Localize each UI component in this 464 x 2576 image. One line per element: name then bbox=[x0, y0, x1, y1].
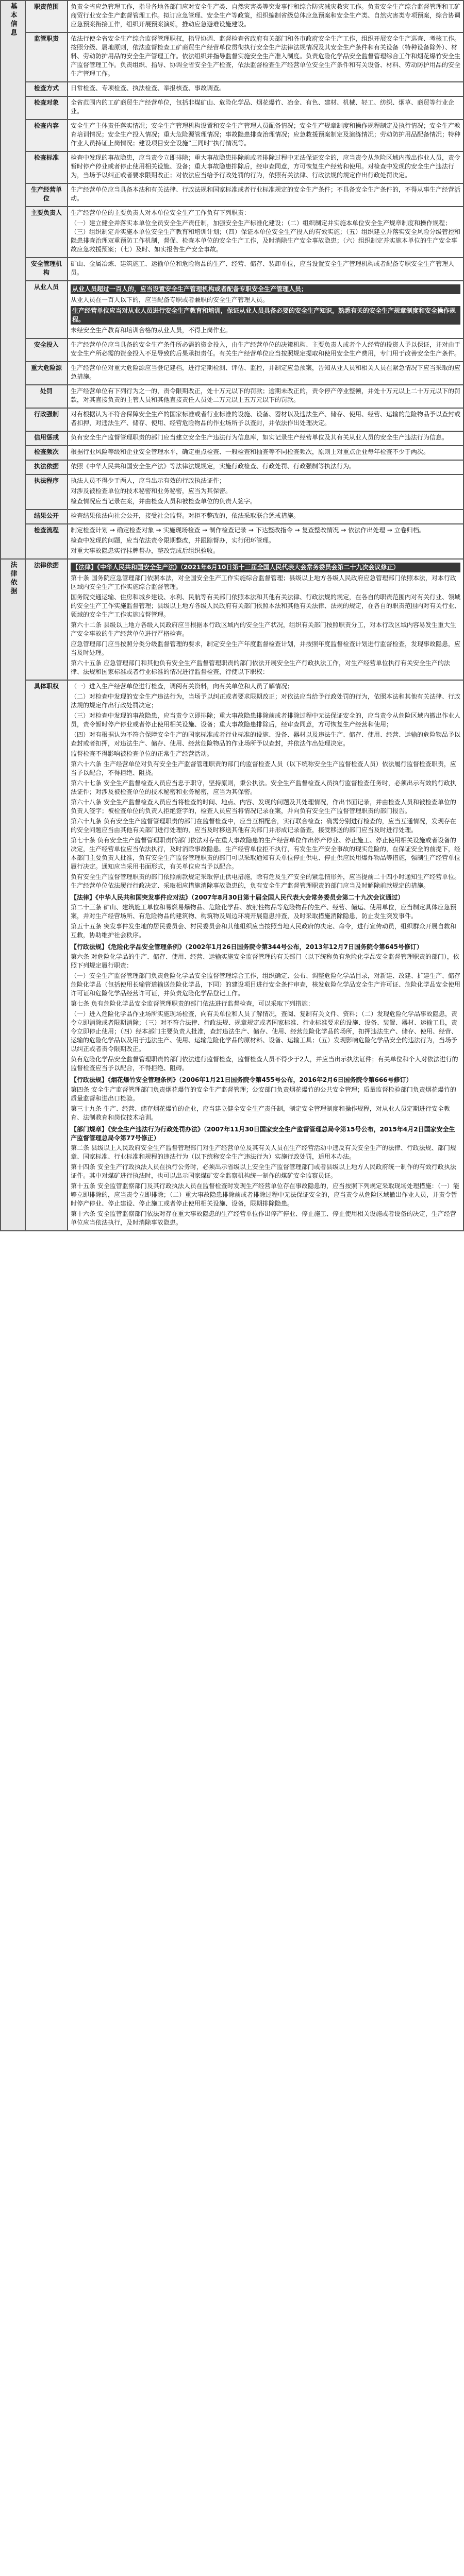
row-content bbox=[68, 207, 463, 258]
row-content bbox=[68, 460, 463, 474]
row-label: 主要负责人 bbox=[25, 207, 68, 258]
paragraph: 第六十五条 应急管理部门和其他负有安全生产监督管理职责的部门依法开展安全生产行政执法工作，对生产经营单位执行有关安全生产的法律、法规和国家标准或者行业标准的情况进行监督检查，行使以下职权： bbox=[71, 659, 450, 675]
paragraph: （二）对检查中发现的安全生产违法行为，当场予以纠正或者要求限期改正；对依法应当给予行政处罚的行为，依照本法和其他有关法律、行政法规的规定作出行政处罚决定； bbox=[71, 693, 461, 709]
regulation-table bbox=[0, 0, 464, 1231]
paragraph: （一）进入生产经营单位进行检查，调阅有关资料，向有关单位和人员了解情况； bbox=[71, 683, 294, 690]
row-content bbox=[68, 151, 463, 183]
paragraph: 第三十九条 生产、经营、储存烟花爆竹的企业，应当建立健全安全生产责任制，制定安全管理制度和操作规程，对从业人员定期进行安全教育、法制教育和岗位技术培训。 bbox=[71, 1105, 450, 1121]
table-row bbox=[1, 460, 463, 474]
row-label: 执法依据 bbox=[25, 460, 68, 474]
paragraph: 国务院交通运输、住房和城乡建设、水利、民航等有关部门依照本法和其他有关法律、行政法规的规定，在各自的职责范围内对有关行业、领域的安全生产工作实施监督管理；县级以上地方各级人民政府有关部门依照本法和其他有关法律、法规的规定，在各自的职责范围内对有关行业、领域的安全生产工作实施监督管理。 bbox=[71, 594, 461, 618]
table-row bbox=[1, 1, 463, 32]
table-row bbox=[1, 183, 463, 207]
row-content bbox=[68, 559, 463, 680]
row-content bbox=[68, 408, 463, 431]
row-label: 检查对象 bbox=[25, 96, 68, 120]
table-row bbox=[1, 258, 463, 281]
row-label: 具体职权 bbox=[25, 680, 68, 1231]
row-content bbox=[68, 510, 463, 524]
table-row bbox=[1, 96, 463, 120]
paragraph: 负有安全生产监督管理职责的部门依照前款规定采取停止供电措施，除有危及生产安全的紧急情形外，应当提前二十四小时通知生产经营单位。生产经营单位依法履行行政决定、采取相应措施消除事故隐患的，负有安全生产监督管理职责的部门应当及时解除前款规定的措施。 bbox=[71, 873, 461, 889]
row-label: 重大危险源 bbox=[25, 362, 68, 385]
row-label: 行政强制 bbox=[25, 408, 68, 431]
row-label: 安全投入 bbox=[25, 338, 68, 362]
table-row bbox=[1, 680, 463, 1231]
row-label: 职责范围 bbox=[25, 1, 68, 32]
paragraph: 生产经营单位应当具备的安全生产条件所必需的资金投入，由生产经营单位的决策机构、主要负责人或者个人经营的投资人予以保证，并对由于安全生产所必需的资金投入不足导致的后果承担责任。有关生产经营单位应当按照规定提取和使用安全生产费用，专门用于改善安全生产条件。 bbox=[71, 341, 461, 357]
paragraph: （一）建立健全并落实本单位全员安全生产责任制，加强安全生产标准化建设；（二）组织制定并实施本单位安全生产规章制度和操作规程；（三）组织制定并实施本单位安全生产教育和培训计划；（四）保证本单位安全生产投入的有效实施；（五）组织建立并落实安全风险分级管控和隐患排查治理双重预防工作机制，督促、检查本单位的安全生产工作，及时消除生产安全事故隐患；（六）组织制定并实施本单位的生产安全事故应急救援预案；（七）及时、如实报告生产安全事故。 bbox=[71, 219, 461, 253]
paragraph: 日常检查、专项检查、执法检查、举报核查、事故调查。 bbox=[71, 84, 226, 92]
paragraph: 对涉及被检查单位的技术秘密和业务秘密，应当为其保密。 bbox=[71, 487, 232, 495]
law-title: 【行政法规】《烟花爆竹安全管理条例》（2006年1月21日国务院令第455号公布，2016年2月6日国务院令第666号修订） bbox=[71, 1076, 412, 1083]
paragraph: （一）安全生产监督管理部门负责危险化学品安全监督管理综合工作，组织确定、公布、调整危险化学品目录，对新建、改建、扩建生产、储存危险化学品（包括使用长输管道输送危险化学品，下同）的建设项目进行安全条件审查，核发危险化学品安全生产许可证、危险化学品安全使用许可证和危险化学品经营许可证，并负责危险化学品登记工作。 bbox=[71, 972, 461, 997]
row-content bbox=[68, 385, 463, 408]
section-law-basis: 法律依据 bbox=[1, 559, 25, 1231]
paragraph: 第五十五条 突发事件发生地的居民委员会、村民委员会和其他组织应当按照当地人民政府的决定、命令，进行宣传动员，组织群众开展自救和互救，协助维护社会秩序。 bbox=[71, 923, 456, 939]
paragraph: 全省范围内的工矿商贸生产经营单位，包括非煤矿山、危险化学品、烟花爆竹、冶金、有色、建材、机械、轻工、纺织、烟草、商贸等行业企业。 bbox=[71, 99, 455, 115]
row-content bbox=[68, 362, 463, 385]
highlighted-clause: 生产经营单位应当对从业人员进行安全生产教育和培训，保证从业人员具备必要的安全生产知识，熟悉有关的安全生产规章制度和安全操作规程。 bbox=[71, 306, 460, 325]
paragraph: 第七十条 负有安全生产监督管理职责的部门依法对存在重大事故隐患的生产经营单位作出停产停业、停止施工、停止使用相关设施或者设备的决定，生产经营单位应当依法执行，及时消除事故隐患。生产经营单位拒不执行，有发生生产安全事故的现实危险的，在保证安全的前提下，经本部门主要负责人批准，负有安全生产监督管理职责的部门可以采取通知有关单位停止供电、停止供应民用爆炸物品等措施，强制生产经营单位履行决定。通知应当采用书面形式，有关单位应当予以配合。 bbox=[71, 837, 461, 870]
law-title: 【行政法规】《危险化学品安全管理条例》（2002年1月26日国务院令第344号公布，2013年12月7日国务院令第645号修订） bbox=[71, 943, 423, 951]
paragraph: 生产经营单位有下列行为之一的，责令限期改正，处十万元以下的罚款；逾期未改正的，责令停产停业整顿，并处十万元以上二十万元以下的罚款，对其直接负责的主管人员和其他直接责任人员处二万元以上五万元以下的罚款。 bbox=[71, 387, 461, 403]
paragraph: 生产经营单位应当具备本法和有关法律、行政法规和国家标准或者行业标准规定的安全生产条件；不具备安全生产条件的，不得从事生产经营活动。 bbox=[71, 186, 461, 202]
paragraph: 第十五条 安全监管监察部门及其行政执法人员在监督检查时发现生产经营单位存在事故隐患的，应当按照下列规定采取现场处理措施：（一）能够立即排除的，应当责令立即排除；（二）重大事故隐患排除前或者排除过程中无法保证安全的，应当责令从危险区域撤出作业人员，并责令暂时停产停业、停止建设、停止施工或者停止使用相关设施、设备，限期排除隐患。 bbox=[71, 1182, 459, 1207]
row-label: 检查频次 bbox=[25, 446, 68, 460]
paragraph: 矿山、金属冶炼、建筑施工、运输单位和危险物品的生产、经营、储存、装卸单位，应当设置安全生产管理机构或者配备专职安全生产管理人员。 bbox=[71, 260, 455, 276]
paragraph: 检查中发现的问题，应当依法责令限期整改，并跟踪督办，实行闭环管理。 bbox=[71, 537, 275, 544]
paragraph: 监督检查不得影响被检查单位的正常生产经营活动。 bbox=[71, 750, 213, 757]
paragraph: 应急管理部门应当按照分类分级监督管理的要求，制定安全生产年度监督检查计划，并按照年度监督检查计划进行监督检查，发现事故隐患，应当及时处理。 bbox=[71, 640, 461, 656]
paragraph: 第六十二条 县级以上地方各级人民政府应当根据本行政区域内的安全生产状况，组织有关部门按照职责分工，对本行政区域内容易发生重大生产安全事故的生产经营单位进行严格检查。 bbox=[71, 621, 456, 637]
paragraph: 根据行业风险等级和企业安全管理水平，确定重点检查、一般检查和抽查等不同检查频次，原则上对重点企业每年检查不少于两次。 bbox=[71, 448, 430, 455]
row-content bbox=[68, 32, 463, 82]
table-row bbox=[1, 446, 463, 460]
paragraph: 检查情况应当记录在案，并由检查人员和被检查单位的负责人签字。 bbox=[71, 498, 257, 505]
paragraph: 第六十七条 安全生产监督检查人员应当忠于职守，坚持原则，秉公执法。安全生产监督检查人员执行监督检查任务时，必须出示有效的行政执法证件；对涉及被检查单位的技术秘密和业务秘密，应当为其保密。 bbox=[71, 779, 456, 795]
row-content bbox=[68, 82, 463, 96]
paragraph: 安全生产主体责任落实情况；安全生产管理机构设置和安全生产管理人员配备情况；安全生产规章制度和操作规程制定及执行情况；安全生产教育培训情况；安全生产投入情况；重大危险源管理情况；事故隐患排查治理情况；应急救援预案制定及演练情况；劳动防护用品配备情况；特种作业人员持证上岗情况；建设项目安全设施“三同时”执行情况等。 bbox=[71, 122, 461, 147]
paragraph: 负有安全生产监督管理职责的部门应当建立安全生产违法行为信息库，如实记录生产经营单位及其有关从业人员的安全生产违法行为信息。 bbox=[71, 434, 449, 441]
table-row bbox=[1, 281, 463, 338]
table-row bbox=[1, 524, 463, 559]
paragraph: （四）对有根据认为不符合保障安全生产的国家标准或者行业标准的设施、设备、器材以及违法生产、储存、使用、经营、运输的危险物品予以查封或者扣押，对违法生产、储存、使用、经营危险物品的作业场所予以查封，并依法作出处理决定。 bbox=[71, 731, 461, 747]
law-title: 【法律】《中华人民共和国安全生产法》（2021年6月10日第十三届全国人民代表大会常务委员会第二十九次会议修正） bbox=[71, 563, 460, 572]
law-title: 【部门规章】《安全生产违法行为行政处罚办法》（2007年11月30日国家安全生产监督管理总局令第15号公布，2015年4月2日国家安全生产监督管理总局令第77号修正） bbox=[71, 1126, 455, 1142]
table-row bbox=[1, 559, 463, 680]
paragraph: 第六十六条 生产经营单位对负有安全生产监督管理职责的部门的监督检查人员（以下统称安全生产监督检查人员）依法履行监督检查职责，应当予以配合，不得拒绝、阻挠。 bbox=[71, 760, 456, 776]
paragraph: 检查结果依法向社会公开，接受社会监督。对拒不整改的，依法采取联合惩戒措施。 bbox=[71, 512, 300, 519]
row-label: 处罚 bbox=[25, 385, 68, 408]
paragraph: 第六十九条 负有安全生产监督管理职责的部门在监督检查中，应当互相配合，实行联合检查；确需分别进行检查的，应当互通情况，发现存在的安全问题应当由其他有关部门进行处理的，应当及时移送其他有关部门并形成记录备查，接受移送的部门应当及时进行处理。 bbox=[71, 818, 456, 834]
paragraph: 第十四条 安全生产行政执法人员在执行公务时，必须出示省级以上安全生产监督管理部门或者县级以上地方人民政府统一制作的有效行政执法证件。其中对煤矿进行执法时，也可以出示国家煤矿安全监察机构统一制作的煤矿安全监察员证。 bbox=[71, 1163, 456, 1179]
row-content bbox=[68, 338, 463, 362]
row-label: 检查方式 bbox=[25, 82, 68, 96]
table-row bbox=[1, 151, 463, 183]
row-content bbox=[68, 120, 463, 151]
table-row bbox=[1, 510, 463, 524]
paragraph: 制定检查计划 → 确定检查对象 → 实施现场检查 → 制作检查记录 → 下达整改指令 → 复查整改情况 → 依法作出处理 → 立卷归档。 bbox=[71, 527, 425, 534]
paragraph: 依法行使全省安全生产综合监督管理职权，指导协调、监督检查省政府有关部门和各市政府安全生产工作，组织开展安全生产巡查、考核工作。按照分级、属地原则，依法监督检查工矿商贸生产经营单位贯彻执行安全生产法律法规情况及其安全生产条件和有关设备（特种设备除外）、材料、劳动防护用品的安全生产管理工作。依法组织并指导监督实施安全生产准入制度。负责危险化学品安全监督管理综合工作和烟花爆竹安全生产监督管理工作。负责组织、指导、协调全省安全生产检查，依法监督检查生产经营单位安全生产条件和有关设备、材料、劳动防护用品的安全生产管理工作。 bbox=[71, 35, 461, 77]
paragraph: （三）对检查中发现的事故隐患，应当责令立即排除；重大事故隐患排除前或者排除过程中无法保证安全的，应当责令从危险区域内撤出作业人员，责令暂时停产停业或者停止使用相关设施、设备；重大事故隐患排除后，经审查同意，方可恢复生产经营和使用； bbox=[71, 712, 461, 728]
paragraph: 对重大事故隐患实行挂牌督办，整改完成后组织验收。 bbox=[71, 547, 220, 554]
table-row bbox=[1, 32, 463, 82]
paragraph: 第二条 县级以上人民政府安全生产监督管理部门对生产经营单位及其有关人员在生产经营活动中违反有关安全生产的法律、行政法规、部门规章、国家标准、行业标准和规程的违法行为（以下统称安全生产违法行为）实施行政处罚，适用本办法。 bbox=[71, 1144, 456, 1160]
row-content bbox=[68, 1, 463, 32]
paragraph: 第十六条 安全监管监察部门依法对存在重大事故隐患的生产经营单位作出停产停业、停止施工、停止使用相关设施或者设备的决定，生产经营单位应当依法执行，及时消除事故隐患。 bbox=[71, 1210, 456, 1226]
row-content bbox=[68, 96, 463, 120]
row-content bbox=[68, 446, 463, 460]
paragraph: 对有根据认为不符合保障安全生产的国家标准或者行业标准的设施、设备、器材以及违法生产、储存、使用、经营、运输的危险物品予以查封或者扣押，对违法生产、储存、使用、经营危险物品的作业场所予以查封，并依法作出处理决定。 bbox=[71, 411, 461, 427]
row-content bbox=[68, 431, 463, 446]
row-label: 执法程序 bbox=[25, 474, 68, 510]
table-row bbox=[1, 338, 463, 362]
table-row bbox=[1, 474, 463, 510]
paragraph: 第六条 对危险化学品的生产、储存、使用、经营、运输实施安全监督管理的有关部门（以下统称负有危险化学品安全监督管理职责的部门），依照下列规定履行职责： bbox=[71, 953, 459, 969]
table-row bbox=[1, 408, 463, 431]
row-content bbox=[68, 281, 463, 338]
row-content bbox=[68, 524, 463, 559]
row-label: 信用惩戒 bbox=[25, 431, 68, 446]
row-label: 检查标准 bbox=[25, 151, 68, 183]
row-label: 检查内容 bbox=[25, 120, 68, 151]
row-label: 结果公开 bbox=[25, 510, 68, 524]
row-content bbox=[68, 258, 463, 281]
paragraph: 从业人员在一百人以下的，应当配备专职或者兼职的安全生产管理人员。 bbox=[71, 296, 269, 303]
section-basic-info: 基本信息 bbox=[1, 1, 25, 559]
row-content bbox=[68, 474, 463, 510]
paragraph: 未经安全生产教育和培训合格的从业人员，不得上岗作业。 bbox=[71, 327, 232, 334]
table-row bbox=[1, 82, 463, 96]
paragraph: 负责全省应急管理工作，指导各地各部门应对安全生产类、自然灾害类等突发事件和综合防灾减灾救灾工作。负责安全生产综合监督管理和工矿商贸行业安全生产监督管理工作。拟订应急管理、安全生产等政策，组织编制省级总体应急预案和安全生产类、自然灾害类专项预案，综合协调应急预案衔接工作，组织开展预案演练，推动应急避难设施建设。 bbox=[71, 3, 461, 28]
paragraph: 第六十八条 安全生产监督检查人员应当将检查的时间、地点、内容、发现的问题及其处理情况，作出书面记录，并由检查人员和被检查单位的负责人签字；被检查单位的负责人拒绝签字的，检查人员应当将情况记录在案，并向负有安全生产监督管理职责的部门报告。 bbox=[71, 799, 456, 815]
table-row bbox=[1, 431, 463, 446]
paragraph: 第二十三条 矿山、建筑施工单位和易燃易爆物品、危险化学品、放射性物品等危险物品的生产、经营、储运、使用单位，应当制定具体应急预案，并对生产经营场所、有危险物品的建筑物、构筑物及周边环境开展隐患排查，及时采取措施消除隐患，防止发生突发事件。 bbox=[71, 904, 456, 920]
paragraph: 生产经营单位的主要负责人对本单位安全生产工作负有下列职责： bbox=[71, 209, 251, 216]
paragraph: 负有危险化学品安全监督管理职责的部门依法进行监督检查，监督检查人员不得少于2人，并应当出示执法证件；有关单位和个人对依法进行的监督检查应当予以配合，不得拒绝、阻碍。 bbox=[71, 1056, 458, 1072]
row-label: 法律依据 bbox=[25, 559, 68, 680]
law-title: 【法律】《中华人民共和国突发事件应对法》（2007年8月30日第十届全国人民代表大会常务委员会第二十九次会议通过） bbox=[71, 894, 404, 901]
highlighted-clause: 从业人员超过一百人的，应当设置安全生产管理机构或者配备专职安全生产管理人员； bbox=[71, 284, 460, 294]
paragraph: 依照《中华人民共和国安全生产法》等法律法规规定，实施行政检查、行政处罚、行政强制等执法行为。 bbox=[71, 463, 356, 470]
paragraph: 执法人员不得少于两人，应当出示有效的行政执法证件； bbox=[71, 477, 226, 484]
row-content bbox=[68, 680, 463, 1231]
paragraph: 检查中发现的事故隐患，应当责令立即排除；重大事故隐患排除前或者排除过程中无法保证安全的，应当责令从危险区域内撤出作业人员，责令暂时停产停业或者停止使用相关设施、设备；重大事故隐患排除后，经审查同意，方可恢复生产经营和使用。对检查中发现的安全生产违法行为，当场予以纠正或者要求限期改正；对依法应当给予行政处罚的行为，依照有关法律、行政法规的规定作出行政处罚决定。 bbox=[71, 154, 461, 179]
paragraph: 第十条 国务院应急管理部门依照本法，对全国安全生产工作实施综合监督管理；县级以上地方各级人民政府应急管理部门依照本法，对本行政区域内安全生产工作实施综合监督管理。 bbox=[71, 574, 456, 590]
row-label: 检查流程 bbox=[25, 524, 68, 559]
paragraph: 第四条 安全生产监督管理部门负责烟花爆竹的安全生产监督管理；公安部门负责烟花爆竹的公共安全管理；质量监督检验部门负责烟花爆竹的质量监督和进出口检验。 bbox=[71, 1086, 456, 1102]
table-row bbox=[1, 362, 463, 385]
row-label: 从业人员 bbox=[25, 281, 68, 338]
table-row bbox=[1, 207, 463, 258]
paragraph: （一）进入危险化学品作业场所实施现场检查，向有关单位和人员了解情况，查阅、复制有关文件、资料；（二）发现危险化学品事故隐患，责令立即消除或者限期消除；（三）对不符合法律、行政法规、规章规定或者国家标准、行业标准要求的设施、设备、装置、器材、运输工具，责令立即停止使用；（四）经本部门主要负责人批准，查封违法生产、储存、使用、经营危险化学品的场所，扣押违法生产、储存、使用、经营、运输的危险化学品以及用于违法生产、使用、运输危险化学品的原材料、设备、运输工具；（五）发现影响危险化学品安全的违法行为，当场予以纠正或者责令限期改正。 bbox=[71, 1010, 458, 1053]
paragraph: 生产经营单位对重大危险源应当登记建档，进行定期检测、评估、监控，并制定应急预案，告知从业人员和相关人员在紧急情况下应当采取的应急措施。 bbox=[71, 364, 461, 380]
table-row bbox=[1, 385, 463, 408]
table-row bbox=[1, 120, 463, 151]
row-label: 监管职责 bbox=[25, 32, 68, 82]
row-content bbox=[68, 183, 463, 207]
row-label: 安全管理机构 bbox=[25, 258, 68, 281]
row-label: 生产经营单位 bbox=[25, 183, 68, 207]
paragraph: 第七条 负有危险化学品安全监督管理职责的部门依法进行监督检查，可以采取下列措施： bbox=[71, 1000, 314, 1007]
